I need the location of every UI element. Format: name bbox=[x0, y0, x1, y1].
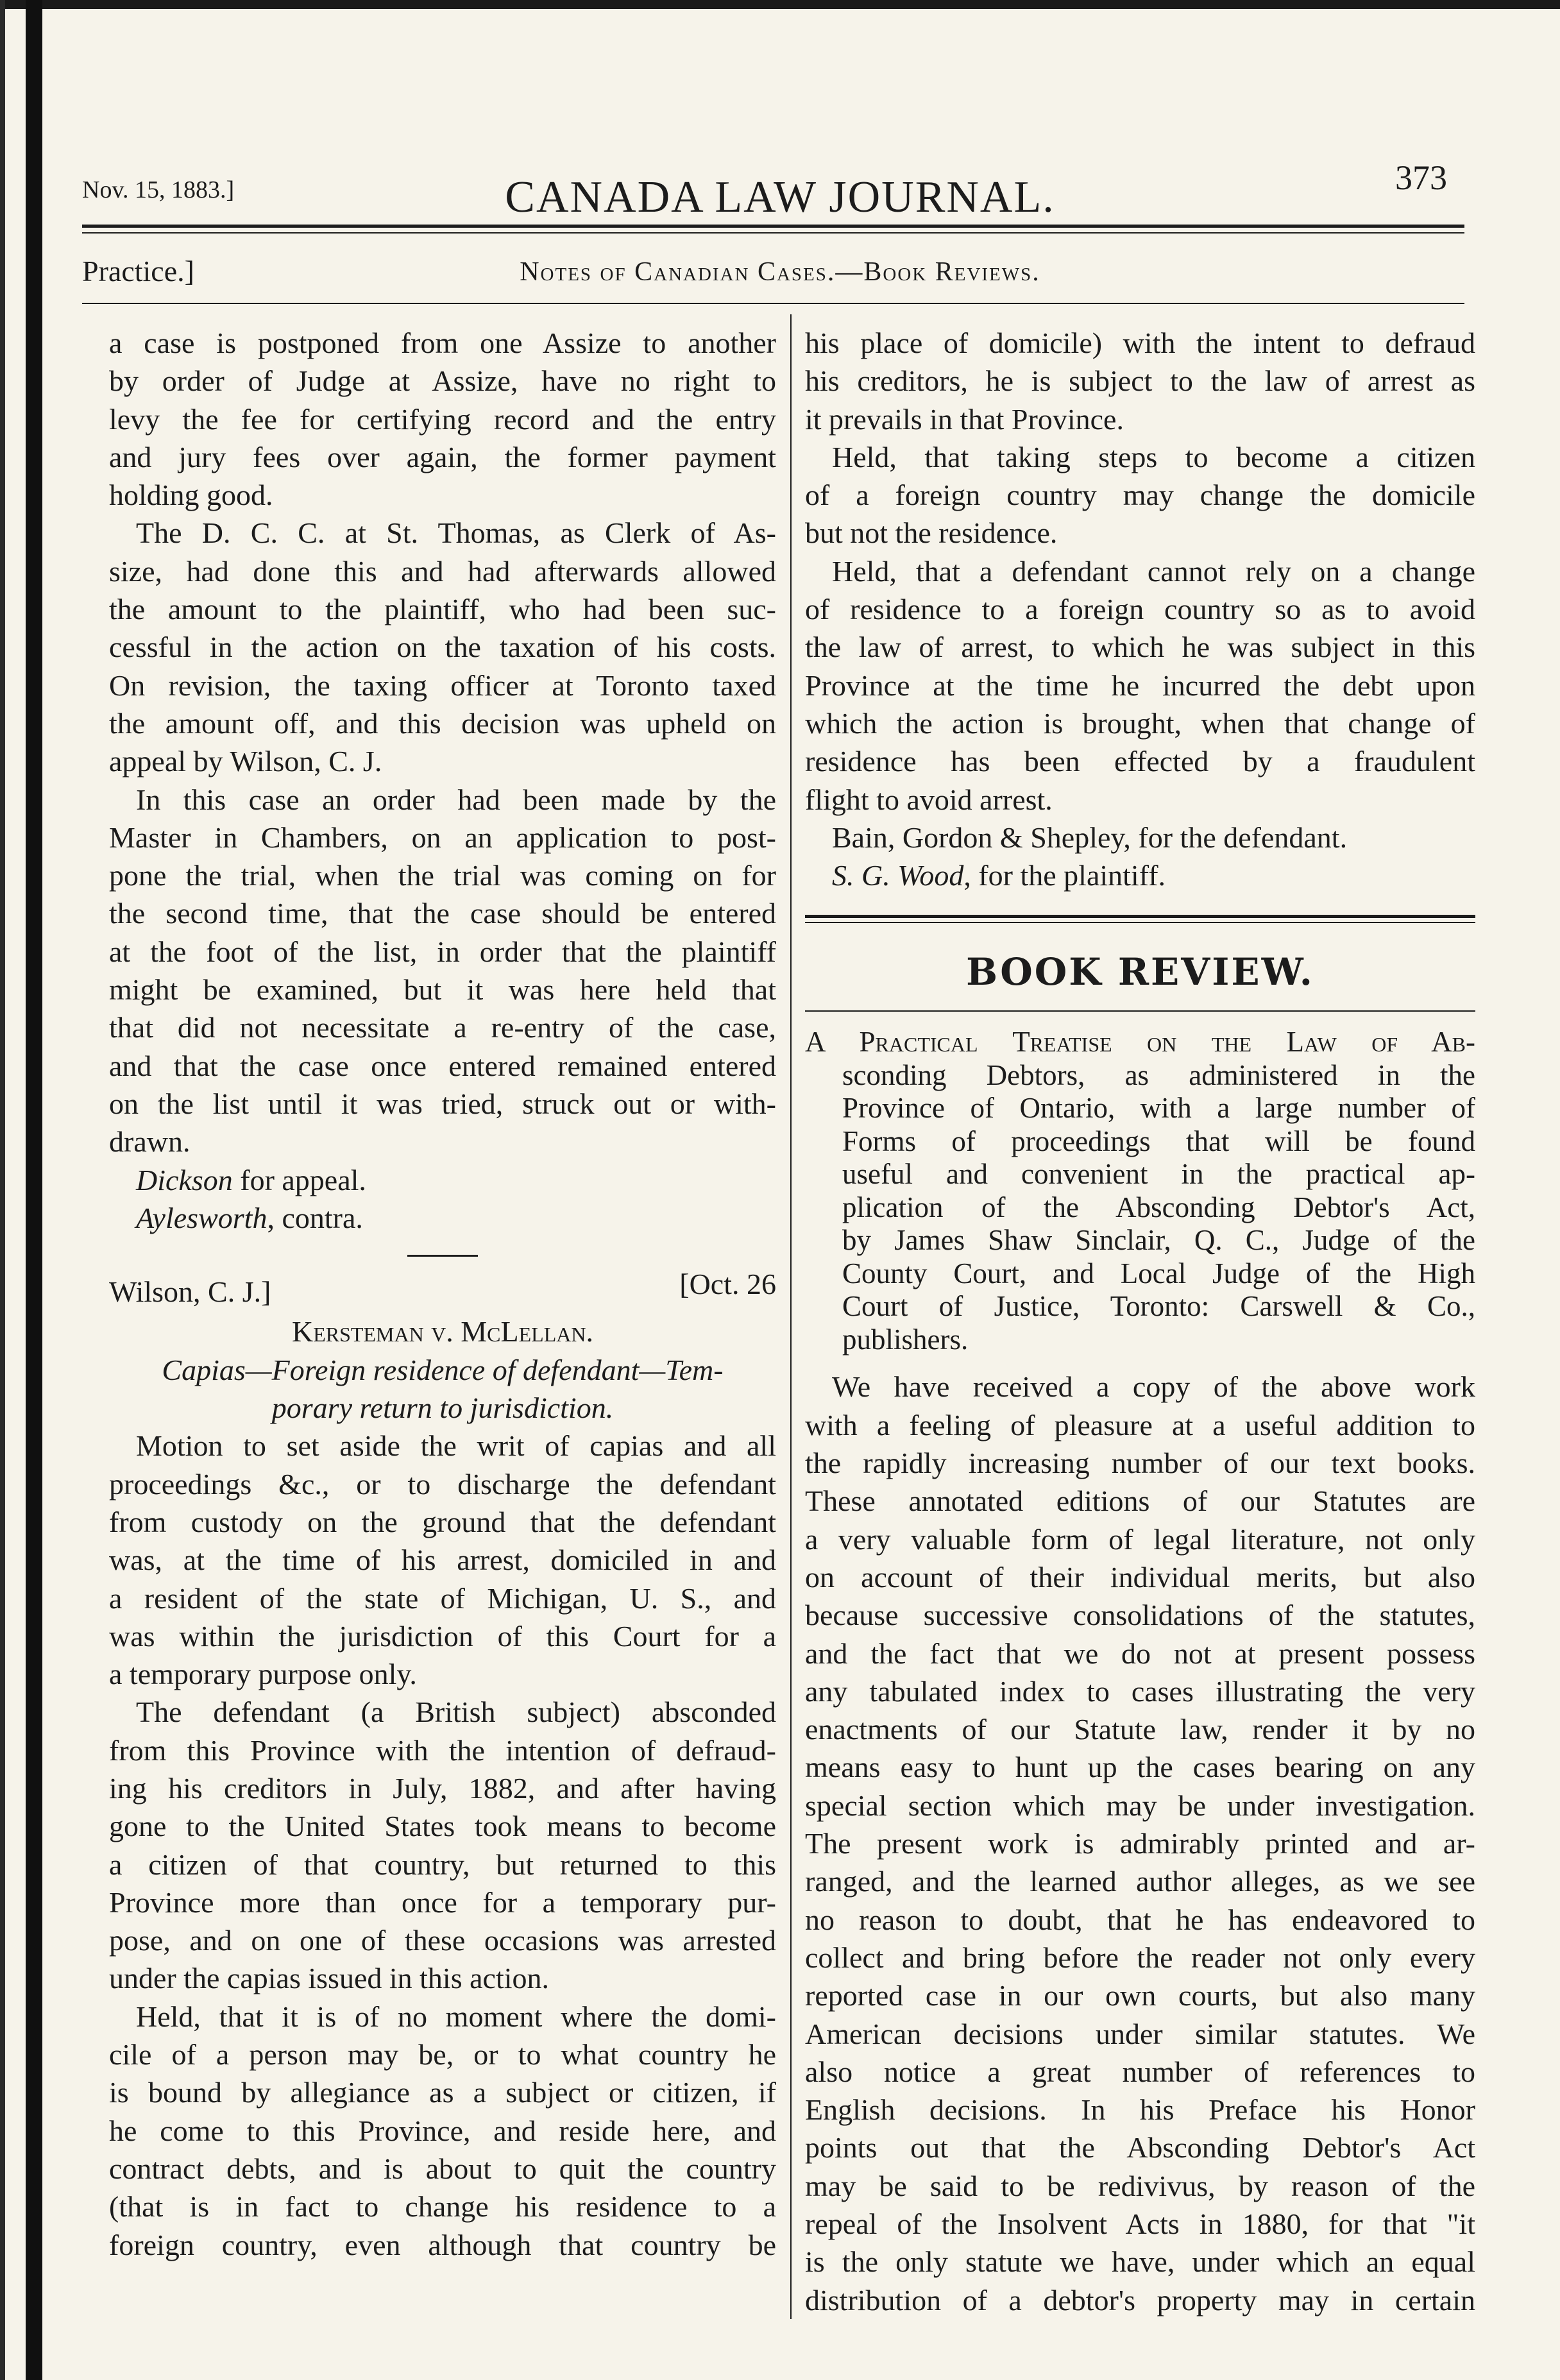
text-line: a case is postponed from one Assize to another bbox=[109, 327, 776, 359]
section-rule bbox=[82, 303, 1464, 304]
text-line: from custody on the ground that the defendant bbox=[109, 1505, 776, 1538]
column-divider bbox=[790, 314, 792, 2319]
text-line: Held, that taking steps to become a citizen bbox=[832, 440, 1475, 473]
text-line: levy the fee for certifying record and the entry bbox=[109, 402, 776, 436]
text-line: on the list until it was tried, struck out or with- bbox=[109, 1087, 776, 1120]
text-line: and that the case once entered remained entered bbox=[109, 1049, 776, 1082]
text-line: (that is in fact to change his residence to a bbox=[109, 2190, 776, 2223]
text-line: Motion to set aside the writ of capias and all bbox=[136, 1429, 776, 1463]
text-line: was within the jurisdiction of this Court for a bbox=[109, 1619, 776, 1653]
text-line: any tabulated index to cases illustrating the very bbox=[805, 1674, 1475, 1708]
citation-line: County Court, and Local Judge of the High bbox=[842, 1257, 1475, 1289]
citation-line: Court of Justice, Toronto: Carswell & Co., bbox=[842, 1290, 1475, 1323]
text-line: collect and bring before the reader not only every bbox=[805, 1941, 1475, 1974]
text-line: the second time, that the case should be entered bbox=[109, 897, 776, 930]
text-line: a temporary purpose only. bbox=[109, 1658, 417, 1691]
text-line: American decisions under similar statutes. We bbox=[805, 2017, 1475, 2050]
text-line: might be examined, but it was here held that bbox=[109, 973, 776, 1007]
citation-line: by James Shaw Sinclair, Q. C., Judge of the bbox=[842, 1224, 1475, 1257]
text-line: means easy to hunt up the cases bearing on any bbox=[805, 1751, 1475, 1784]
text-line: he come to this Province, and reside here, and bbox=[109, 2114, 776, 2147]
counsel-contra bbox=[109, 1199, 776, 1237]
text-line: on account of their individual merits, but also bbox=[805, 1560, 1475, 1594]
text-line: points out that the Absconding Debtor's Act bbox=[805, 2131, 1475, 2164]
text-line: of a foreign country may change the domicile bbox=[805, 479, 1475, 512]
text-line: residence has been effected by a fraudulent bbox=[805, 745, 1475, 778]
journal-title: CANADA LAW JOURNAL. bbox=[505, 173, 1055, 222]
case-title: Kersteman v. McLellan. bbox=[292, 1315, 593, 1348]
case-subject-text: Capias—Foreign residence of defendant—Tem- bbox=[162, 1353, 724, 1386]
paragraph-held-2 bbox=[805, 438, 1475, 552]
counsel-name: S. G. Wood bbox=[832, 859, 964, 892]
page-number: 373 bbox=[1395, 158, 1447, 197]
book-review-body bbox=[805, 1368, 1475, 2318]
text-line: Held, that a defendant cannot rely on a change bbox=[832, 554, 1475, 588]
text-line: On revision, the taxing officer at Toronto taxed bbox=[109, 668, 776, 702]
text-line: that did not necessitate a re-entry of the case, bbox=[109, 1011, 776, 1044]
text-line: pone the trial, when the trial was coming on for bbox=[109, 859, 776, 892]
text-line: the rapidly increasing number of our text books. bbox=[805, 1447, 1475, 1480]
text-line: These annotated editions of our Statutes are bbox=[805, 1484, 1475, 1518]
page-spine-shadow bbox=[26, 0, 42, 2380]
text-line: which the action is brought, when that change of bbox=[805, 706, 1475, 740]
text-line: with a feeling of pleasure at a useful addition to bbox=[805, 1408, 1475, 1441]
text-line: flight to avoid arrest. bbox=[805, 783, 1053, 816]
book-review-heading-rule bbox=[805, 1010, 1475, 1012]
case-subject-2 bbox=[109, 1389, 776, 1427]
text-line: repeal of the Insolvent Acts in 1880, for that "it bbox=[805, 2207, 1475, 2240]
text-line: at the foot of the list, in order that the plaintiff bbox=[109, 935, 776, 968]
paragraph-st-thomas bbox=[109, 514, 776, 780]
paragraph-held-3 bbox=[805, 552, 1475, 819]
scan-left-edge bbox=[0, 0, 5, 2380]
book-review-heading: BOOK REVIEW. bbox=[966, 950, 1314, 994]
citation-line: Province of Ontario, with a large number of bbox=[842, 1092, 1475, 1125]
text-line: and jury fees over again, the former payment bbox=[109, 440, 776, 473]
case-date: [Oct. 26 bbox=[679, 1268, 776, 1301]
citation-line: A Practical Treatise on the Law of Ab- bbox=[805, 1026, 1475, 1058]
case-judge: Wilson, C. J.] bbox=[109, 1275, 271, 1309]
scan-top-edge bbox=[0, 0, 1560, 9]
text-line: his creditors, he is subject to the law of arrest as bbox=[805, 364, 1475, 398]
book-review-rule-top bbox=[805, 915, 1475, 918]
text-line: special section which may be under investigation. bbox=[805, 1789, 1475, 1822]
citation-line: plication of the Absconding Debtor's Act, bbox=[842, 1191, 1475, 1223]
book-citation bbox=[805, 1026, 1475, 1356]
book-review-rule-top-thin bbox=[805, 922, 1475, 923]
text-line: The present work is admirably printed and ar- bbox=[805, 1827, 1475, 1860]
text-line: the amount to the plaintiff, who had been suc- bbox=[109, 593, 776, 626]
text-line: We have received a copy of the above work bbox=[832, 1370, 1475, 1404]
text-line: because successive consolidations of the statutes, bbox=[805, 1599, 1475, 1632]
text-line: is the only statute we have, under which an equal bbox=[805, 2245, 1475, 2279]
header-rule-thin bbox=[82, 232, 1464, 234]
text-line: reported case in our own courts, but also many bbox=[805, 1979, 1475, 2012]
text-line: gone to the United States took means to become bbox=[109, 1810, 776, 1843]
counsel-name: Aylesworth bbox=[136, 1201, 267, 1234]
section-title: Notes of Canadian Cases.—Book Reviews. bbox=[520, 257, 1040, 287]
right-column bbox=[805, 324, 1475, 2319]
paragraph-continued bbox=[805, 324, 1475, 438]
text-line: his place of domicile) with the intent to defraud bbox=[805, 327, 1475, 359]
case-subject-text: porary return to jurisdiction. bbox=[271, 1391, 614, 1425]
text-line: cessful in the action on the taxation of his costs. bbox=[109, 631, 776, 664]
text-line: was, at the time of his arrest, domiciled in and bbox=[109, 1543, 776, 1577]
counsel-defendant: Bain, Gordon & Shepley, for the defendant. bbox=[832, 820, 1348, 854]
text-line: from this Province with the intention of defraud- bbox=[109, 1733, 776, 1767]
text-line: enactments of our Statute law, render it by no bbox=[805, 1713, 1475, 1746]
citation-line: sconding Debtors, as administered in the bbox=[842, 1058, 1475, 1091]
citation-line: publishers. bbox=[842, 1323, 969, 1356]
left-column bbox=[109, 324, 776, 2264]
section-label: Practice.] bbox=[82, 255, 194, 287]
text-line: also notice a great number of references to bbox=[805, 2055, 1475, 2088]
text-line: of residence to a foreign country so as to avoid bbox=[805, 593, 1475, 626]
paragraph-assize-fees bbox=[109, 324, 776, 514]
text-line: size, had done this and had afterwards allowed bbox=[109, 554, 776, 588]
text-line: but not the residence. bbox=[805, 516, 1058, 550]
text-line: is bound by allegiance as a subject or citizen, if bbox=[109, 2076, 776, 2109]
case-subject-1 bbox=[109, 1351, 776, 1389]
case-header bbox=[109, 1268, 776, 1313]
counsel-role: , for the plaintiff. bbox=[963, 859, 1166, 892]
text-line: distribution of a debtor's property may in certain bbox=[805, 2283, 1475, 2316]
text-line: no reason to doubt, that he has endeavored to bbox=[805, 1903, 1475, 1936]
counsel-role: for appeal. bbox=[232, 1163, 366, 1196]
counsel-name: Dickson bbox=[136, 1163, 233, 1196]
case-separator bbox=[407, 1255, 478, 1257]
text-line: drawn. bbox=[109, 1125, 191, 1159]
text-line: by order of Judge at Assize, have no right to bbox=[109, 364, 776, 398]
text-line: holding good. bbox=[109, 479, 273, 512]
text-line: foreign country, even although that country be bbox=[109, 2228, 776, 2261]
text-line: a very valuable form of legal literature, not only bbox=[805, 1522, 1475, 1556]
text-line: The D. C. C. at St. Thomas, as Clerk of As- bbox=[136, 516, 776, 550]
paragraph-master-chambers bbox=[109, 781, 776, 1161]
text-line: cile of a person may be, or to what country he bbox=[109, 2038, 776, 2071]
text-line: pose, and on one of these occasions was arrested bbox=[109, 1924, 776, 1957]
text-line: it prevails in that Province. bbox=[805, 402, 1124, 436]
text-line: contract debts, and is about to quit the country bbox=[109, 2152, 776, 2185]
citation-line: useful and convenient in the practical ap- bbox=[842, 1158, 1475, 1191]
paragraph-facts bbox=[109, 1693, 776, 1997]
header-rule-thick bbox=[82, 225, 1464, 228]
counsel-appeal bbox=[109, 1161, 776, 1199]
text-line: Master in Chambers, on an application to post- bbox=[109, 820, 776, 854]
text-line: ranged, and the learned author alleges, as we see bbox=[805, 1865, 1475, 1898]
counsel-role: , contra. bbox=[267, 1201, 363, 1234]
citation-line: Forms of proceedings that will be found bbox=[842, 1125, 1475, 1157]
text-line: In this case an order had been made by the bbox=[136, 783, 776, 816]
text-line: and the fact that we do not at present possess bbox=[805, 1636, 1475, 1670]
text-line: a citizen of that country, but returned to this bbox=[109, 1848, 776, 1881]
text-line: ing his creditors in July, 1882, and after having bbox=[109, 1771, 776, 1805]
text-line: a resident of the state of Michigan, U. S., and bbox=[109, 1581, 776, 1615]
text-line: the law of arrest, to which he was subject in this bbox=[805, 631, 1475, 664]
paragraph-held-1 bbox=[109, 1998, 776, 2264]
text-line: Province at the time he incurred the debt upon bbox=[805, 668, 1475, 702]
text-line: appeal by Wilson, C. J. bbox=[109, 745, 382, 778]
counsel-plaintiff bbox=[805, 856, 1475, 894]
issue-date: Nov. 15, 1883.] bbox=[82, 176, 235, 203]
text-line: The defendant (a British subject) absconded bbox=[136, 1696, 776, 1729]
paragraph-motion bbox=[109, 1427, 776, 1693]
text-line: Held, that it is of no moment where the domi- bbox=[136, 2000, 776, 2033]
text-line: English decisions. In his Preface his Honor bbox=[805, 2093, 1475, 2127]
text-line: proceedings &c., or to discharge the defendant bbox=[109, 1467, 776, 1500]
text-line: the amount off, and this decision was upheld on bbox=[109, 706, 776, 740]
text-line: may be said to be redivivus, by reason of the bbox=[805, 2169, 1475, 2202]
text-line: under the capias issued in this action. bbox=[109, 1962, 550, 1995]
text-line: Province more than once for a temporary pur- bbox=[109, 1885, 776, 1919]
